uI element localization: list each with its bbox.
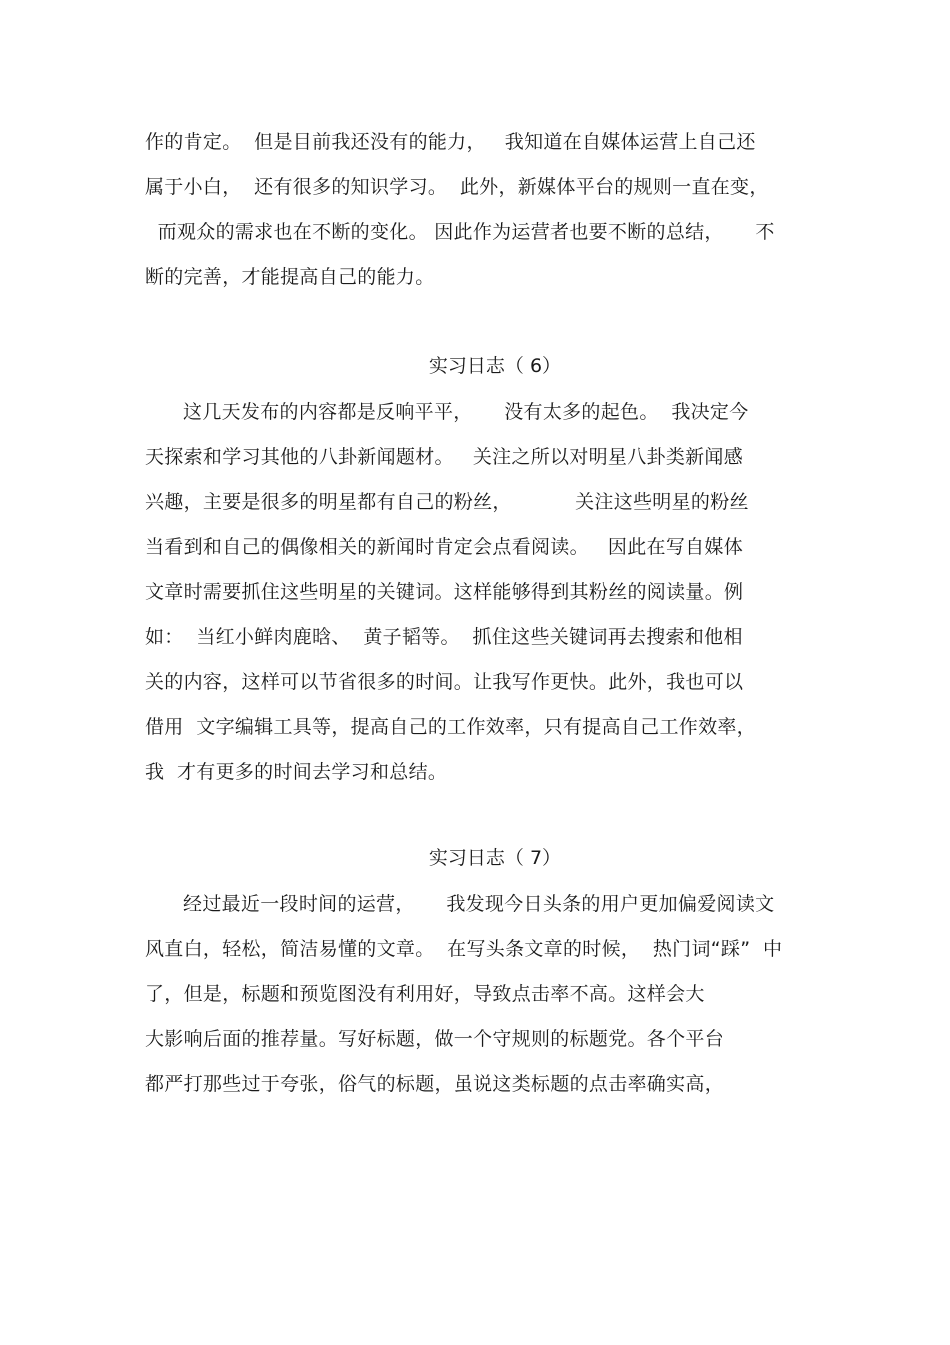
paragraph-line: 我 才有更多的时间去学习和总结。	[145, 761, 448, 783]
paragraph-line: 作的肯定。 但是目前我还没有的能力， 我知道在自媒体运营上自己还	[145, 131, 756, 153]
paragraph-line: 断的完善，才能提高自己的能力。	[145, 266, 435, 288]
log7-title: 实习日志（ 7）	[428, 847, 562, 869]
paragraph-line: 天探索和学习其他的八卦新闻题材。 关注之所以对明星八卦类新闻感	[145, 446, 744, 468]
paragraph-line: 当看到和自己的偶像相关的新闻时肯定会点看阅读。 因此在写自媒体	[145, 536, 744, 558]
paragraph-line: 文章时需要抓住这些明星的关键词。这样能够得到其粉丝的阅读量。例	[145, 581, 744, 603]
paragraph-line: 属于小白， 还有很多的知识学习。 此外，新媒体平台的规则一直在变，	[145, 176, 769, 198]
paragraph-line: 这几天发布的内容都是反响平平， 没有太多的起色。 我决定今	[145, 401, 749, 423]
paragraph-line: 如： 当红小鲜肉鹿晗、 黄子韬等。 抓住这些关键词再去搜索和他相	[145, 626, 743, 648]
paragraph-line: 风直白，轻松，简洁易懂的文章。 在写头条文章的时候， 热门词“踩” 中	[145, 938, 783, 960]
paragraph-line: 而观众的需求也在不断的变化。 因此作为运营者也要不断的总结， 不	[145, 221, 775, 243]
paragraph-line: 大影响后面的推荐量。写好标题，做一个守规则的标题党。各个平台	[145, 1028, 725, 1050]
paragraph-line: 都严打那些过于夸张，俗气的标题，虽说这类标题的点击率确实高，	[145, 1073, 725, 1095]
paragraph-line: 关的内容，这样可以节省很多的时间。让我写作更快。此外，我也可以	[145, 671, 744, 693]
paragraph-line: 兴趣，主要是很多的明星都有自己的粉丝， 关注这些明星的粉丝	[145, 491, 749, 513]
paragraph-line: 借用 文字编辑工具等，提高自己的工作效率，只有提高自己工作效率，	[145, 716, 756, 738]
paragraph-line: 经过最近一段时间的运营， 我发现今日头条的用户更加偏爱阅读文	[145, 893, 775, 915]
log6-title: 实习日志（ 6）	[428, 355, 562, 377]
paragraph-line: 了，但是，标题和预览图没有利用好，导致点击率不高。这样会大	[145, 983, 705, 1005]
